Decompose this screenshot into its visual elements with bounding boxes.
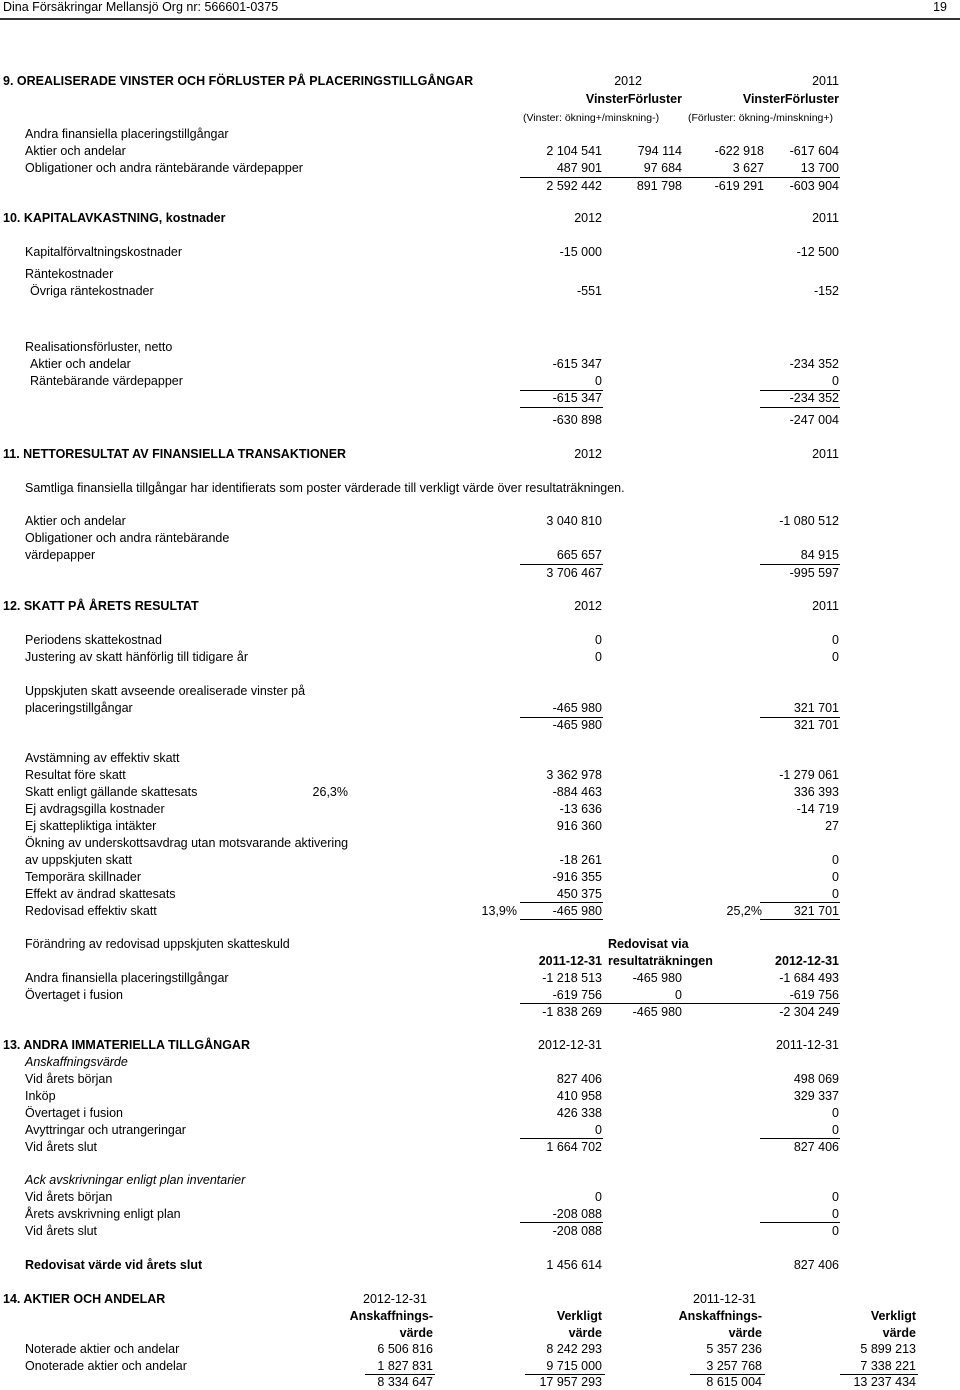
s12-av-row-value: -884 463 — [552, 785, 602, 799]
s9-row-label: Aktier och andelar — [25, 144, 126, 158]
s13-row-label: Övertaget i fusion — [25, 1106, 123, 1120]
s14-col-verk-2011: Verkligt — [870, 1309, 916, 1323]
page-number: 19 — [933, 0, 947, 14]
s12-av-row-label: Skatt enligt gällande skattesats — [25, 785, 198, 799]
s12-fu-col-2011: 2011-12-31 — [538, 954, 602, 968]
s12-av-row-value: -13 636 — [559, 802, 602, 816]
s9-year-2012: 2012 — [614, 74, 642, 88]
s12-row-value: 0 — [832, 633, 839, 647]
s12-av-row-value: -916 355 — [552, 870, 602, 884]
s11-sum-value: -995 597 — [789, 566, 839, 580]
s13-row-value: 0 — [832, 1207, 839, 1221]
s14-sum-value: 8 334 647 — [377, 1375, 433, 1389]
section-9-title: 9. OREALISERADE VINSTER OCH FÖRLUSTER PÅ PLACERINGSTILLGÅNGAR — [3, 74, 474, 88]
s13-date-2012: 2012-12-31 — [538, 1038, 602, 1052]
s10-group-label: Räntekostnader — [25, 267, 114, 281]
section-10-title: 10. KAPITALAVKASTNING, kostnader — [3, 211, 226, 225]
s12-fu-row-value: -619 756 — [552, 988, 602, 1002]
s12-fu-sum-value: -1 838 269 — [542, 1005, 602, 1019]
s12-row-label: placeringstillgångar — [25, 701, 133, 715]
s11-row-value: 665 657 — [556, 548, 602, 562]
s9-note-forluster: (Förluster: ökning-/minskning+) — [688, 112, 834, 124]
s12-fu-label: Förändring av redovisad uppskjuten skatteskuld — [25, 937, 290, 951]
s10-row-value: -152 — [813, 284, 839, 298]
s12-red-value-2012: -465 980 — [552, 904, 602, 918]
s12-av-row-value: 336 393 — [793, 785, 839, 799]
s13-row-value: 827 406 — [556, 1072, 602, 1086]
s13-row-value: 0 — [832, 1190, 839, 1204]
s13-row-value: 329 337 — [793, 1089, 839, 1103]
s12-av-row-value: 3 362 978 — [546, 768, 602, 782]
s10-total-value: -247 004 — [789, 413, 839, 427]
s14-col-ansk-2012: Anskaffnings- — [349, 1309, 433, 1323]
s12-fu-sum-value: -465 980 — [632, 1005, 682, 1019]
s12-av-row-value: -18 261 — [559, 853, 602, 867]
s12-sum-line — [760, 919, 840, 920]
s14-row-value: 3 257 768 — [706, 1359, 762, 1373]
s10-group-label: Realisationsförluster, netto — [25, 340, 173, 354]
s12-fu-sum-value: -2 304 249 — [779, 1005, 839, 1019]
s13-row-value: 426 338 — [556, 1106, 602, 1120]
s12-fu-row-value: -1 218 513 — [542, 971, 602, 985]
s12-fu-col-2012: 2012-12-31 — [775, 954, 839, 968]
s12-fu-sum-line — [520, 1003, 840, 1004]
s12-av-row-value: 450 375 — [556, 887, 602, 901]
s12-fu-row-label: Övertaget i fusion — [25, 988, 123, 1002]
s13-row-value: 410 958 — [556, 1089, 602, 1103]
s13-group-label: Ack avskrivningar enligt plan inventarier — [25, 1173, 246, 1187]
s10-sum-value: -615 347 — [552, 391, 602, 405]
s12-av-row-label: av uppskjuten skatt — [25, 853, 133, 867]
s9-row-value: 13 700 — [800, 161, 839, 175]
s12-red-pct-2012: 13,9% — [481, 904, 517, 918]
s11-year-2011: 2011 — [812, 447, 839, 461]
s9-row-value: 3 627 — [732, 161, 764, 175]
s10-row-label: Kapitalförvaltningskostnader — [25, 245, 183, 259]
s13-row-value: 0 — [832, 1106, 839, 1120]
s13-date-2011: 2011-12-31 — [775, 1038, 839, 1052]
s9-note-vinster: (Vinster: ökning+/minskning-) — [523, 112, 660, 124]
s14-row-value: 6 506 816 — [377, 1342, 433, 1356]
s11-row-value: 3 040 810 — [546, 514, 602, 528]
s12-row-label: Justering av skatt hänförlig till tidigare år — [25, 650, 249, 664]
s12-group-label: Avstämning av effektiv skatt — [25, 751, 180, 765]
s9-row-value: -617 604 — [789, 144, 839, 158]
s14-col-verk-2012: Verkligt — [556, 1309, 602, 1323]
s14-row-value: 1 827 831 — [377, 1359, 433, 1373]
s11-row-label: Aktier och andelar — [25, 514, 126, 528]
s13-row-value: 0 — [832, 1123, 839, 1137]
s10-row-value: -615 347 — [552, 357, 602, 371]
s12-fu-row-value: -1 684 493 — [779, 971, 839, 985]
s11-year-2012: 2012 — [574, 447, 602, 461]
s12-year-2011: 2011 — [812, 599, 839, 613]
document-header-title: Dina Försäkringar Mellansjö Org nr: 566601-0375 — [3, 0, 279, 14]
s10-row-label: Övriga räntekostnader — [30, 284, 154, 298]
section-12-title: 12. SKATT PÅ ÅRETS RESULTAT — [3, 599, 199, 613]
s12-red-pct-2011: 25,2% — [726, 904, 762, 918]
s9-col-forluster-2011: Förluster — [784, 92, 839, 106]
s12-av-row-label: Ej avdragsgilla kostnader — [25, 802, 165, 816]
s12-av-row-value: 0 — [832, 870, 839, 884]
s13-row-value: -208 088 — [552, 1224, 602, 1238]
s12-av-row-value: 27 — [825, 819, 839, 833]
s13-row-value: 498 069 — [793, 1072, 839, 1086]
s14-row-label: Onoterade aktier och andelar — [25, 1359, 187, 1373]
s14-row-label: Noterade aktier och andelar — [25, 1342, 180, 1356]
s10-row-value: -551 — [576, 284, 602, 298]
s10-row-value: -12 500 — [796, 245, 839, 259]
s12-row-value: 321 701 — [793, 701, 839, 715]
s12-av-row-value: -14 719 — [796, 802, 839, 816]
s13-total-label: Redovisat värde vid årets slut — [25, 1258, 203, 1272]
s10-row-value: -234 352 — [789, 357, 839, 371]
s10-row-value: 0 — [832, 374, 839, 388]
s12-av-row-label: Resultat före skatt — [25, 768, 126, 782]
section-13-title: 13. ANDRA IMMATERIELLA TILLGÅNGAR — [3, 1038, 250, 1052]
s13-row-value: 827 406 — [793, 1140, 839, 1154]
s12-av-row-pct: 26,3% — [312, 785, 348, 799]
s12-sum-value: 321 701 — [793, 718, 839, 732]
s12-row-label: Uppskjuten skatt avseende orealiserade vinster på — [25, 684, 306, 698]
s12-row-value: -465 980 — [552, 701, 602, 715]
s13-total-value: 827 406 — [793, 1258, 839, 1272]
s12-row-value: 0 — [832, 650, 839, 664]
s13-row-label: Avyttringar och utrangeringar — [25, 1123, 186, 1137]
s12-av-row-label: Temporära skillnader — [25, 870, 142, 884]
s13-row-value: 0 — [832, 1224, 839, 1238]
s12-year-2012: 2012 — [574, 599, 602, 613]
s9-row-label: Obligationer och andra räntebärande värdepapper — [25, 161, 303, 175]
s13-row-label: Inköp — [25, 1089, 56, 1103]
s12-av-row-label: Ökning av underskottsavdrag utan motsvarande aktivering — [25, 836, 349, 850]
s11-row-label: värdepapper — [25, 548, 96, 562]
s9-sum-value: 891 798 — [636, 179, 682, 193]
s12-row-value: 0 — [595, 633, 602, 647]
s14-row-value: 5 357 236 — [706, 1342, 762, 1356]
s12-av-row-label: Ej skattepliktiga intäkter — [25, 819, 157, 833]
s12-fu-row-value: -465 980 — [632, 971, 682, 985]
section-11-title: 11. NETTORESULTAT AV FINANSIELLA TRANSAKTIONER — [3, 447, 347, 461]
s11-row-label: Obligationer och andra räntebärande — [25, 531, 230, 545]
s11-description: Samtliga finansiella tillgångar har identifierats som poster värderade till verkligt värde över resultaträkningen. — [25, 481, 625, 495]
s9-sum-value: -619 291 — [714, 179, 764, 193]
s13-total-value: 1 456 614 — [546, 1258, 602, 1272]
s13-row-label: Vid årets början — [25, 1072, 113, 1086]
s14-row-value: 9 715 000 — [546, 1359, 602, 1373]
s10-sum-line — [760, 407, 840, 408]
s10-year-2012: 2012 — [574, 211, 602, 225]
s13-row-label: Årets avskrivning enligt plan — [25, 1207, 181, 1221]
s12-av-row-value: 916 360 — [556, 819, 602, 833]
s12-av-row-value: 0 — [832, 853, 839, 867]
s12-red-label: Redovisad effektiv skatt — [25, 904, 157, 918]
s10-row-label: Räntebärande värdepapper — [30, 374, 183, 388]
s11-row-value: -1 080 512 — [779, 514, 839, 528]
s9-sum-value: 2 592 442 — [546, 179, 602, 193]
s14-col-verk-2011: värde — [882, 1326, 916, 1340]
s13-sum-line — [760, 1222, 840, 1223]
s9-col-forluster-2012: Förluster — [627, 92, 682, 106]
s12-av-row-value: 0 — [832, 887, 839, 901]
s13-row-label: Vid årets slut — [25, 1140, 98, 1154]
s10-year-2011: 2011 — [812, 211, 839, 225]
s14-row-value: 8 242 293 — [546, 1342, 602, 1356]
s10-total-value: -630 898 — [552, 413, 602, 427]
s12-sum-value: -465 980 — [552, 718, 602, 732]
s12-sum-line — [520, 919, 603, 920]
s12-fu-col-result: resultaträkningen — [608, 954, 713, 968]
s13-row-label: Vid årets slut — [25, 1224, 98, 1238]
s9-year-2011: 2011 — [812, 74, 839, 88]
s11-sum-value: 3 706 467 — [546, 566, 602, 580]
s14-sum-value: 13 237 434 — [853, 1375, 916, 1389]
s13-row-value: 0 — [595, 1123, 602, 1137]
s13-row-label: Vid årets början — [25, 1190, 113, 1204]
s14-row-value: 7 338 221 — [860, 1359, 916, 1373]
s12-av-row-label: Effekt av ändrad skattesats — [25, 887, 176, 901]
s13-group-label: Anskaffningsvärde — [25, 1055, 128, 1069]
s9-group-label: Andra finansiella placeringstillgångar — [25, 127, 229, 141]
s10-sum-value: -234 352 — [789, 391, 839, 405]
s14-sum-value: 8 615 004 — [706, 1375, 762, 1389]
s13-row-value: 0 — [595, 1190, 602, 1204]
s9-sum-line — [520, 177, 840, 178]
s12-red-value-2011: 321 701 — [793, 904, 839, 918]
s14-date-2011: 2011-12-31 — [693, 1292, 757, 1306]
s9-row-value: 487 901 — [556, 161, 602, 175]
s13-sum-line — [520, 1138, 603, 1139]
s9-sum-value: -603 904 — [789, 179, 839, 193]
s13-row-value: 1 664 702 — [546, 1140, 602, 1154]
s13-sum-line — [760, 1138, 840, 1139]
s9-row-value: 2 104 541 — [546, 144, 602, 158]
s12-row-label: Periodens skattekostnad — [25, 633, 162, 647]
s12-fu-col-result: Redovisat via — [608, 937, 689, 951]
s14-col-ansk-2012: värde — [399, 1326, 433, 1340]
s9-row-value: -622 918 — [714, 144, 764, 158]
s10-sum-line — [520, 407, 603, 408]
s10-row-label: Aktier och andelar — [30, 357, 131, 371]
s12-fu-row-value: -619 756 — [789, 988, 839, 1002]
s13-sum-line — [520, 1222, 603, 1223]
s12-av-row-value: -1 279 061 — [779, 768, 839, 782]
s14-col-verk-2012: värde — [568, 1326, 602, 1340]
s12-sum-line — [520, 902, 603, 903]
s12-fu-row-label: Andra finansiella placeringstillgångar — [25, 971, 229, 985]
s14-date-2012: 2012-12-31 — [363, 1292, 427, 1306]
s12-fu-row-value: 0 — [675, 988, 682, 1002]
s11-sum-line — [760, 564, 840, 565]
s14-col-ansk-2011: Anskaffnings- — [678, 1309, 762, 1323]
s9-row-value: 794 114 — [637, 144, 682, 158]
s12-row-value: 0 — [595, 650, 602, 664]
s10-row-value: 0 — [595, 374, 602, 388]
s12-sum-line — [760, 902, 840, 903]
s9-row-value: 97 684 — [643, 161, 682, 175]
s13-row-value: -208 088 — [552, 1207, 602, 1221]
s9-col-vinster-2011: Vinster — [742, 92, 785, 106]
section-14-title: 14. AKTIER OCH ANDELAR — [3, 1292, 166, 1306]
s10-row-value: -15 000 — [559, 245, 602, 259]
s11-row-value: 84 915 — [800, 548, 839, 562]
s11-sum-line — [520, 564, 603, 565]
s9-col-vinster-2012: Vinster — [585, 92, 628, 106]
s14-row-value: 5 899 213 — [860, 1342, 916, 1356]
s14-col-ansk-2011: värde — [728, 1326, 762, 1340]
s14-sum-value: 17 957 293 — [539, 1375, 602, 1389]
